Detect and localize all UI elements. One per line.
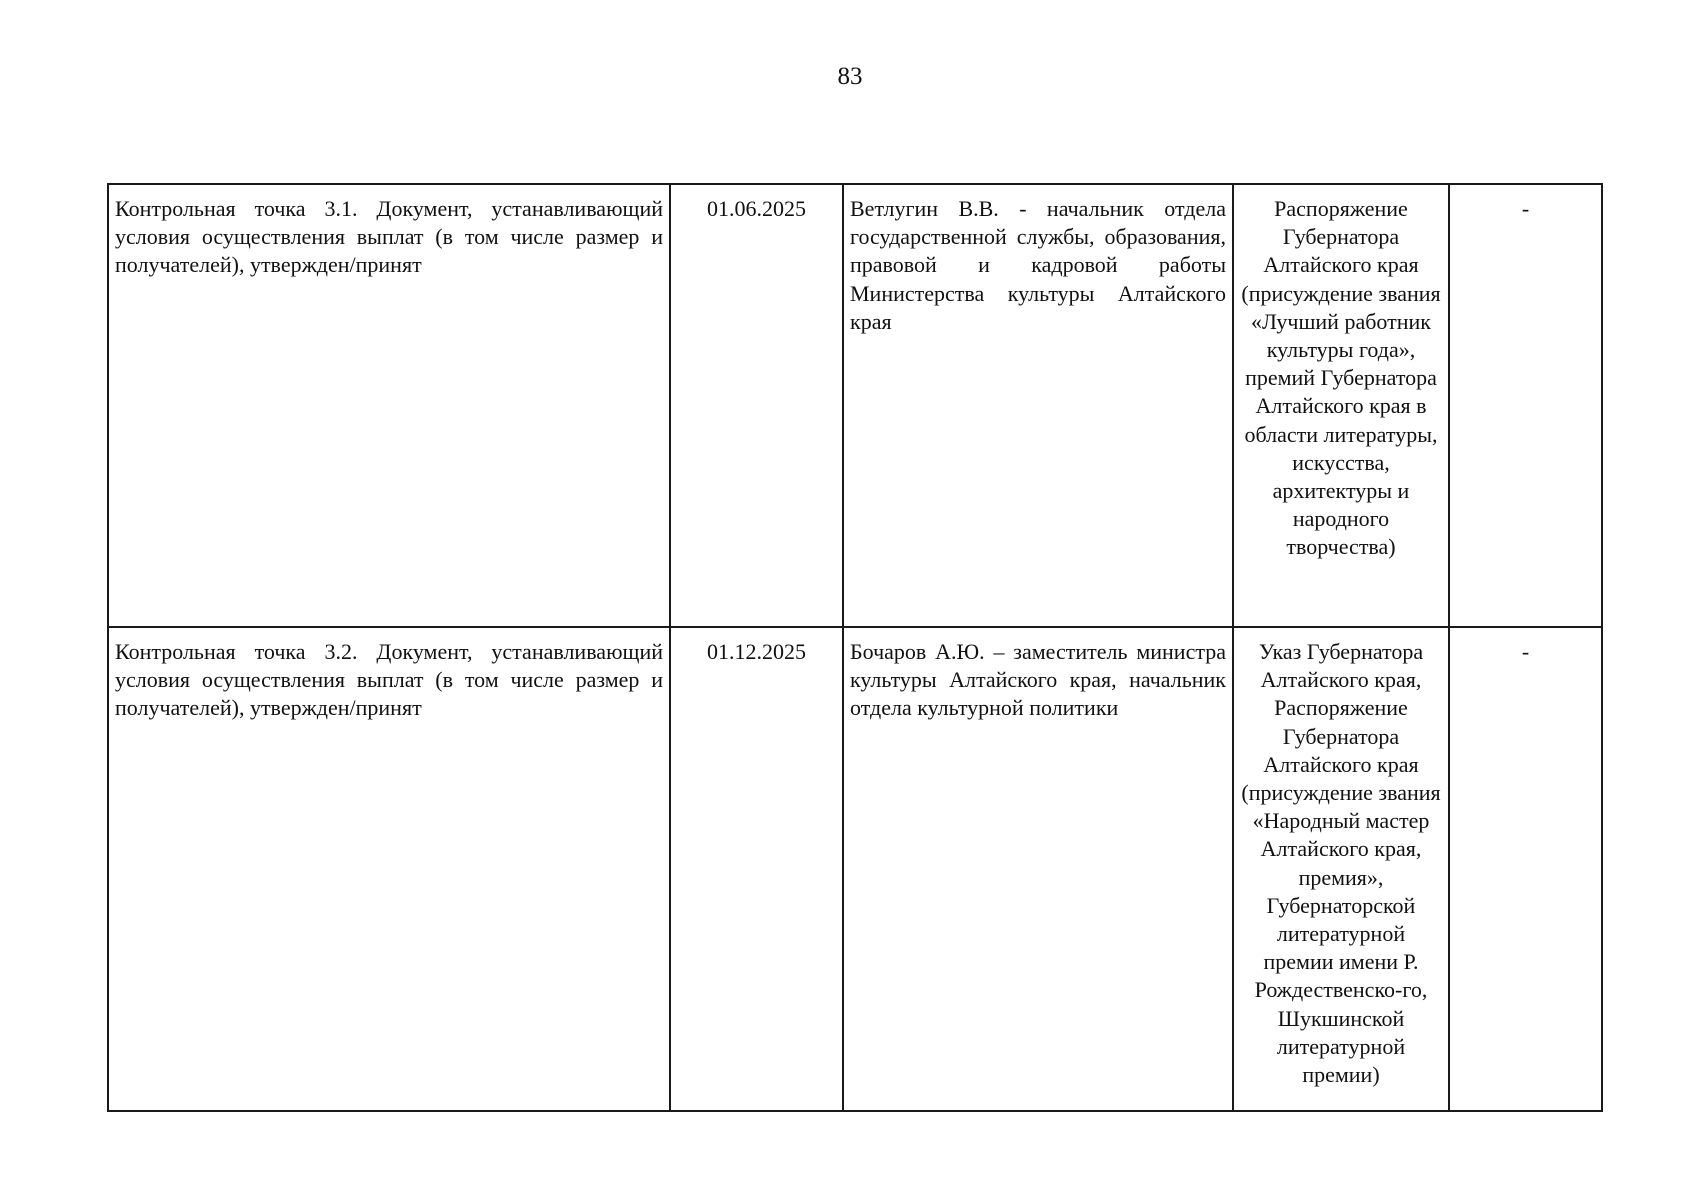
document-type-cell: Распоряжение Губернатора Алтайского края (присуждение звания «Лучший работник культуры года», премий Губернатора Алтайского края в области литературы, искусства, архитектуры и народного творчества) xyxy=(1233,184,1449,627)
document-type-cell: Указ Губернатора Алтайского края, Распоряжение Губернатора Алтайского края (присуждение звания «Народный мастер Алтайского края, премия», Губернаторской литературной премии имени Р. Рождественско-го, Шукшинской литературной премии) xyxy=(1233,627,1449,1111)
control-point-cell: Контрольная точка 3.2. Документ, устанавливающий условия осуществления выплат (в том числе размер и получателей), утвержден/принят xyxy=(108,627,670,1111)
deadline-date-cell: 01.12.2025 xyxy=(670,627,843,1111)
responsible-person-cell: Ветлугин В.В. - начальник отдела государственной службы, образования, правовой и кадровой работы Министерства культуры Алтайского края xyxy=(843,184,1233,627)
responsible-person-cell: Бочаров А.Ю. – заместитель министра культуры Алтайского края, начальник отдела культурной политики xyxy=(843,627,1233,1111)
table-row xyxy=(108,184,1602,627)
page-number: 83 xyxy=(837,63,863,90)
table-row xyxy=(108,627,1602,1111)
note-cell: - xyxy=(1449,184,1602,627)
deadline-date-cell: 01.06.2025 xyxy=(670,184,843,627)
control-point-cell: Контрольная точка 3.1. Документ, устанавливающий условия осуществления выплат (в том числе размер и получателей), утвержден/принят xyxy=(108,184,670,627)
note-cell: - xyxy=(1449,627,1602,1111)
control-points-table xyxy=(107,183,1603,1112)
